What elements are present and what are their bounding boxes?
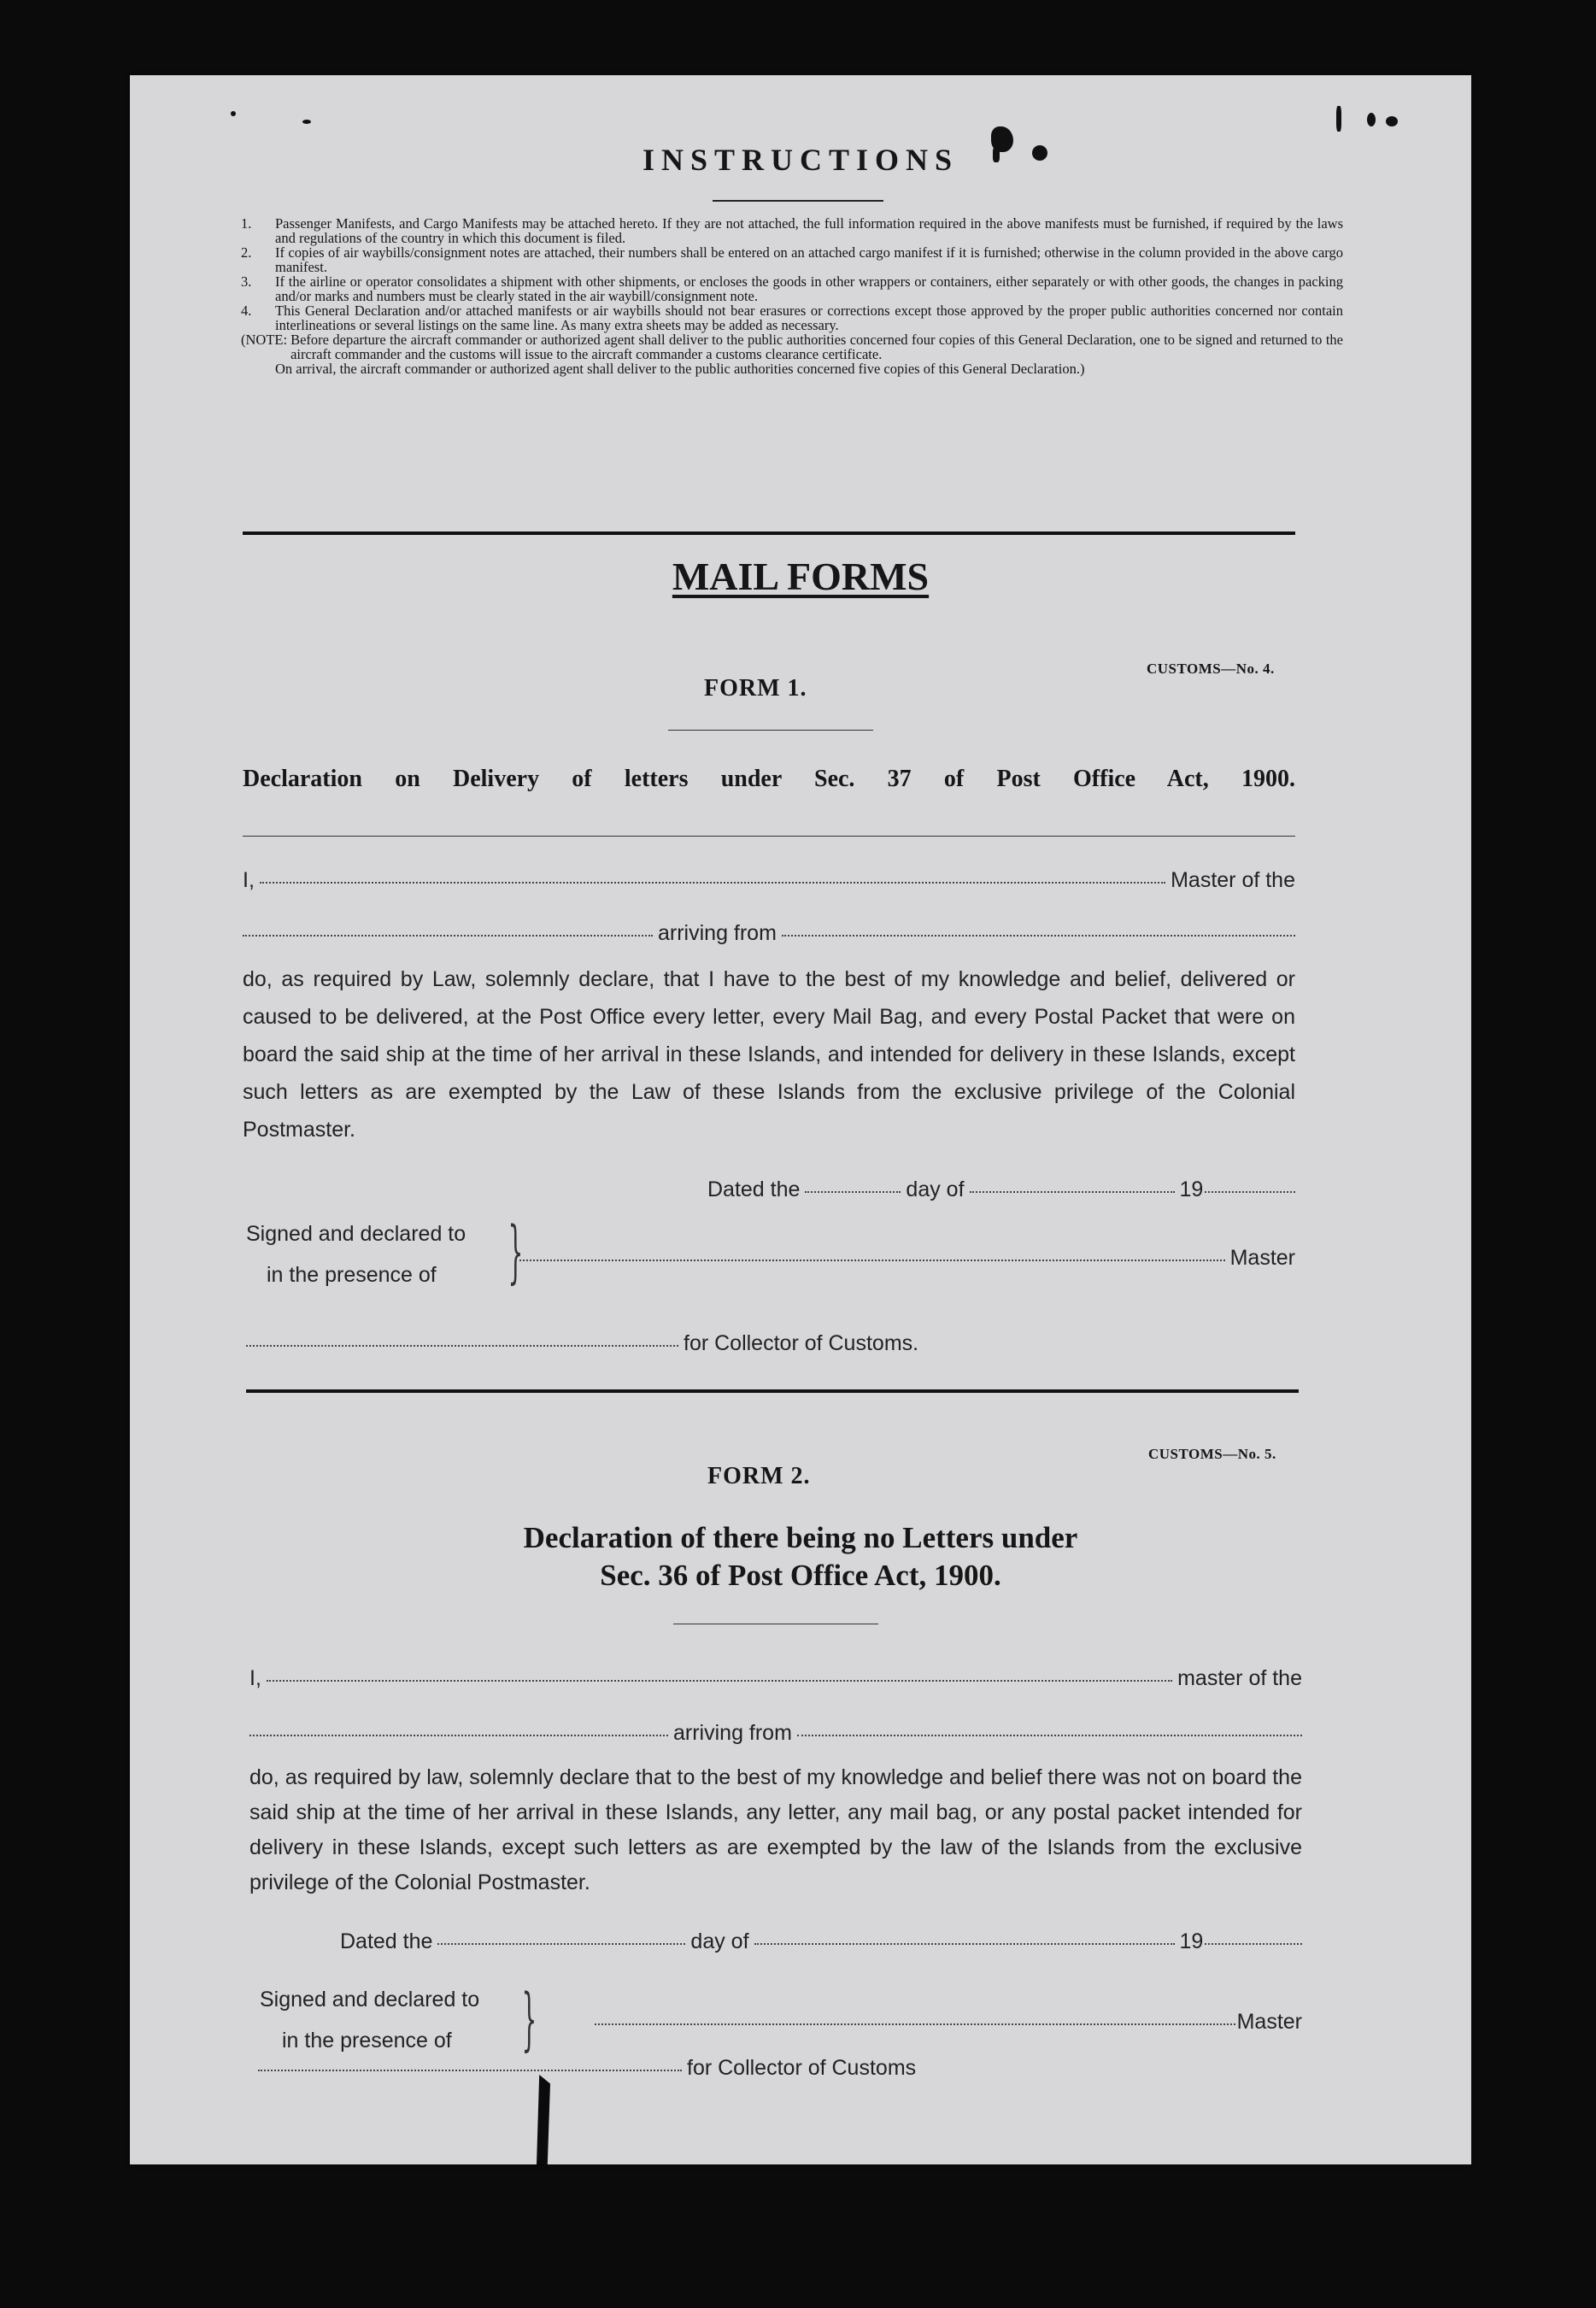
document-page — [130, 75, 1471, 2164]
form1-ship-field[interactable] — [243, 934, 653, 937]
form2-month-field[interactable] — [754, 1942, 1175, 1945]
form2-name-field[interactable] — [267, 1679, 1172, 1682]
instruction-note-arrival: On arrival, the aircraft commander or authorized agent shall deliver to the public authorities concerned five copies of this General Declaration.) — [275, 361, 1085, 377]
form2-presence-label: in the presence of — [282, 2029, 452, 2053]
form2-signed-label: Signed and declared to — [260, 1988, 480, 2011]
form2-title: FORM 2. — [707, 1463, 811, 1489]
instruction-note: (NOTE: Before departure the aircraft commander or authorized agent shall deliver to the public authorities concerned four copies of this General Declaration, one to be signed and returned to the aircraft commander and the customs will issue to the aircraft commander a customs clearance certificate. — [241, 332, 1343, 362]
form2-origin-field[interactable] — [797, 1734, 1302, 1736]
form1-dated-line: Dated the day of 19 — [707, 1177, 1295, 1202]
paper-tear — [537, 2075, 550, 2164]
instruction-item: 3. If the airline or operator consolidates a shipment with other shipments, or encloses the goods in other wrappers or containers, either separately or with other goods, the changes in packing and/or marks and numbers must be clearly stated in the air waybill/consignment note. — [241, 273, 1343, 304]
form1-declaration-text: do, as required by Law, solemnly declare, that I have to the best of my knowledge and belief, delivered or caused to be delivered, at the Post Office every letter, every Mail Bag, and every Postal Packet that were on board the said ship at the time of her arrival in these Islands, and intended for delivery in these Islands, except such letters as are exempted by the Law of these Islands from the exclusive privilege of the Colonial Postmaster. — [243, 967, 1295, 1142]
form1-master-line: I, Master of the — [243, 868, 1295, 892]
instructions-list — [241, 216, 1343, 376]
instructions-title: INSTRUCTIONS — [642, 143, 959, 177]
form1-heading-rule — [243, 836, 1295, 837]
form1-collector-signature-field[interactable] — [246, 1344, 678, 1347]
form1-presence-label: in the presence of — [267, 1263, 437, 1287]
form2-day-field[interactable] — [437, 1942, 685, 1945]
form2-brace: } — [521, 1979, 537, 2058]
form1-brace: } — [508, 1212, 524, 1291]
instruction-item: 4. This General Declaration and/or attached manifests or air waybills should not bear erasures or corrections except those approved by the proper public authorities concerned nor contain interlineations or several listings on the same line. As many extra sheets may be added as necessary. — [241, 302, 1343, 333]
form1-master-signature-line: Master — [519, 1246, 1295, 1271]
form2-heading: Declaration of there being no Letters under Sec. 36 of Post Office Act, 1900. — [523, 1521, 1078, 1592]
form1-month-field[interactable] — [970, 1190, 1175, 1193]
form1-title: FORM 1. — [704, 675, 807, 702]
form1-day-field[interactable] — [805, 1190, 901, 1193]
form2-dated-line: Dated the day of 19 — [340, 1929, 1302, 1954]
form1-signed-label: Signed and declared to — [246, 1222, 466, 1246]
form-divider — [246, 1389, 1299, 1393]
form1-customs-number: CUSTOMS—No. 4. — [1147, 661, 1275, 677]
form2-year-field[interactable] — [1205, 1942, 1302, 1945]
form2-collector-line: for Collector of Customs — [258, 2056, 1112, 2081]
instruction-item: 2. If copies of air waybills/consignment notes are attached, their numbers shall be entered on an attached cargo manifest if it is furnished; otherwise in the column provided in the above cargo manifest. — [241, 244, 1343, 275]
form2-ship-field[interactable] — [249, 1734, 668, 1736]
form1-master-signature-field[interactable] — [519, 1259, 1225, 1261]
form1-year-field[interactable] — [1205, 1190, 1295, 1193]
form2-master-signature-field[interactable] — [595, 2023, 1235, 2025]
instruction-item: 1. Passenger Manifests, and Cargo Manifests may be attached hereto. If they are not attached, the full information required in the above manifests must be furnished, if required by the laws and regulations of the country in which this document is filed. — [241, 215, 1343, 246]
form2-declaration-text: do, as required by law, solemnly declare that to the best of my knowledge and belief there was not on board the said ship at the time of her arrival in these Islands, any letter, any mail bag, or any postal packet intended for delivery in these Islands, except such letters as are exempted by the law of the Islands from the exclusive privilege of the Colonial Postmaster. — [249, 1765, 1302, 1894]
form1-name-field[interactable] — [260, 881, 1165, 884]
form2-collector-signature-field[interactable] — [258, 2069, 682, 2071]
form2-customs-number: CUSTOMS—No. 5. — [1148, 1446, 1276, 1462]
form2-master-line: I, master of the — [249, 1666, 1302, 1690]
form1-heading: Declaration on Delivery of letters under Sec. 37 of Post Office Act, 1900. — [243, 766, 1295, 792]
section-divider — [243, 531, 1295, 535]
form2-master-signature-line: Master — [595, 2010, 1302, 2035]
form1-origin-field[interactable] — [782, 934, 1295, 937]
instructions-underline — [713, 200, 883, 202]
page-title: MAIL FORMS — [672, 555, 930, 598]
form1-title-rule — [668, 730, 873, 731]
form2-arriving-line: arriving from — [249, 1721, 1302, 1746]
form1-arriving-line: arriving from — [243, 921, 1295, 946]
form1-collector-line: for Collector of Customs. — [246, 1331, 1100, 1356]
